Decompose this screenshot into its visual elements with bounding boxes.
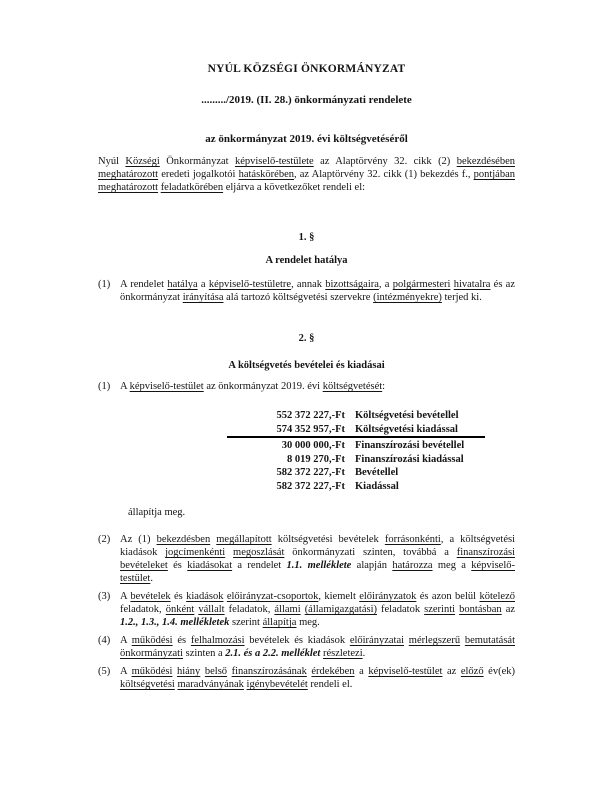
budget-amount: 582 372 227,-Ft <box>276 480 345 492</box>
budget-table-row <box>227 466 485 480</box>
section-1-item-1 <box>98 278 515 304</box>
item-text: A működési és felhalmozási bevételek és kiadások előirányzatai mérlegszerű bemutatását önkormányzati szinten a 2.1. és a 2.2. melléklet részletezi. <box>120 635 515 659</box>
section-2-item-2 <box>98 533 515 585</box>
section-2-title: A költségvetés bevételei és kiadásai <box>228 360 385 371</box>
item-number: (3) <box>98 591 111 602</box>
item-text: A bevételek és kiadások előirányzat-csoportok, kiemelt előirányzatok és azon belül kötelező feladatok, önként vállalt feladatok, állami (államigazgatási) feladatok szerinti bontásban az 1.2., 1.3., 1.4. mellékletek szerint állapítja meg. <box>120 591 516 628</box>
budget-label: Finanszírozási kiadással <box>355 453 464 465</box>
budget-table-row <box>227 439 485 453</box>
budget-label: Költségvetési kiadással <box>355 423 458 435</box>
budget-table-row <box>227 409 485 423</box>
budget-table-row <box>227 480 485 494</box>
section-1-number: 1. § <box>298 232 315 243</box>
section-2-item-1 <box>98 380 515 393</box>
decree-number-line: ........./2019. (II. 28.) önkormányzati rendelete <box>201 94 412 106</box>
item-number: (1) <box>98 381 111 392</box>
item-number: (5) <box>98 666 111 677</box>
preamble-paragraph: Nyúl Községi Önkormányzat képviselő-testülete az Alaptörvény 32. cikk (2) bekezdésében meghatározott eredeti jogalkotói hatáskörében, az Alaptörvény 32. cikk (1) bekezdés f., pontjában meghatározott feladatkörében eljárva a következőket rendeli el: <box>98 156 516 193</box>
budget-label: Költségvetési bevétellel <box>355 410 459 421</box>
section-2-number: 2. § <box>298 333 315 344</box>
budget-table-row <box>227 423 485 439</box>
budget-amount: 574 352 957,-Ft <box>276 423 345 435</box>
budget-amount: 30 000 000,-Ft <box>281 440 345 451</box>
budget-label: Finanszírozási bevétellel <box>355 440 465 451</box>
budget-amount: 552 372 227,-Ft <box>276 410 345 421</box>
item-text: A rendelet hatálya a képviselő-testületre, annak bizottságaira, a polgármesteri hivatalra és az önkormányzat irányítása alá tartozó költségvetési szervekre (intézményekre) terjed ki. <box>120 279 516 303</box>
item-text: A működési hiány belső finanszírozásának érdekében a képviselő-testület az előző év(ek) költségvetési maradványának igénybevételét rendeli el. <box>120 666 515 690</box>
section-1-title: A rendelet hatálya <box>265 255 348 266</box>
decree-subject-line: az önkormányzat 2019. évi költségvetéséről <box>205 133 408 145</box>
item-number: (4) <box>98 635 111 646</box>
table-closing-text: állapítja meg. <box>128 507 186 518</box>
budget-label: Kiadással <box>355 480 399 492</box>
budget-amount: 582 372 227,-Ft <box>276 467 345 478</box>
section-2-item-3 <box>98 590 515 629</box>
budget-amount: 8 019 270,-Ft <box>286 453 345 465</box>
item-text: Az (1) bekezdésben megállapított költségvetési bevételek forrásonkénti, a költségvetési kiadások jogcímenkénti megoszlását önkormányzati szinten, továbbá a finanszírozási bevételeket és kiadásokat a rendelet 1.1. melléklete alapján határozza meg a képviselő-testület. <box>120 534 516 584</box>
budget-label: Bevétellel <box>355 467 399 478</box>
budget-summary-table <box>227 409 485 493</box>
section-2-item-5 <box>98 665 515 691</box>
item-number: (2) <box>98 534 111 545</box>
budget-table-row <box>227 453 485 467</box>
section-2-item-4 <box>98 634 515 660</box>
item-number: (1) <box>98 279 111 290</box>
item-text: A képviselő-testület az önkormányzat 2019. évi költségvetését: <box>120 381 386 392</box>
document-title: NYÚL KÖZSÉGI ÖNKORMÁNYZAT <box>207 63 406 75</box>
